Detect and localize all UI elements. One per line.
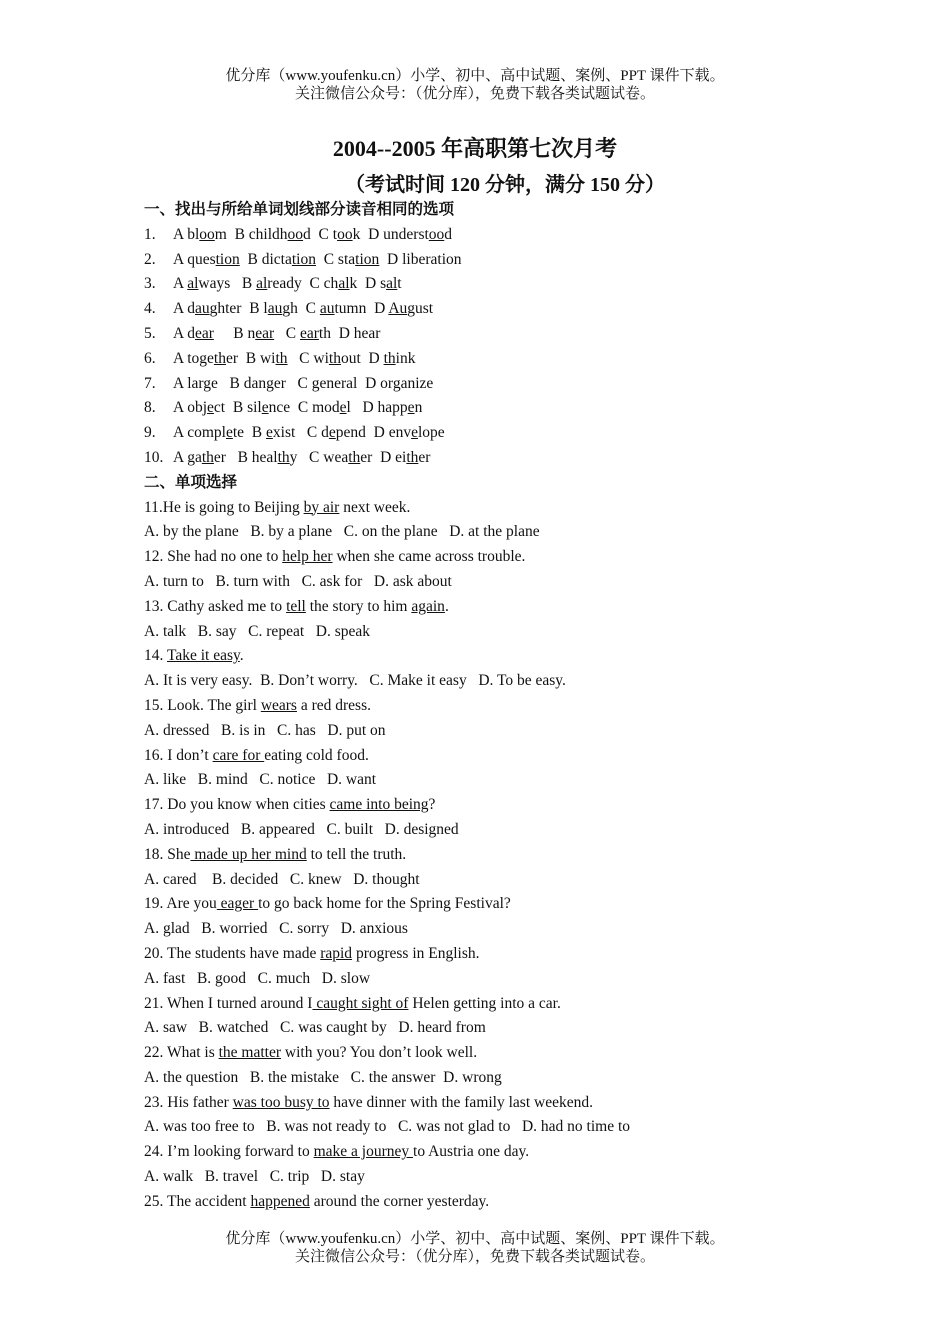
question-item xyxy=(144,248,844,273)
question-line xyxy=(144,620,844,645)
text-segment: 18. She xyxy=(144,845,191,863)
text-segment: pend D env xyxy=(335,424,412,442)
question-line xyxy=(144,868,844,893)
text-segment: A. cared B. decided C. knew D. thought xyxy=(144,870,420,888)
question-number: 8. xyxy=(144,399,156,417)
underlined-text: the matter xyxy=(218,1044,282,1062)
text-segment: A. the question B. the mistake C. the answer D. wrong xyxy=(144,1068,502,1086)
underlined-text: Take it easy xyxy=(166,647,240,665)
question-item xyxy=(144,297,844,322)
question-item xyxy=(144,421,844,446)
text-segment: . xyxy=(444,597,449,615)
question-line xyxy=(144,992,844,1017)
text-segment: A toge xyxy=(173,349,214,367)
text-segment: er B wi xyxy=(225,349,276,367)
text-segment: y C wea xyxy=(289,448,349,466)
text-segment: A. It is very easy. B. Don’t worry. C. Make it easy D. To be easy. xyxy=(144,672,566,690)
question-number: 6. xyxy=(144,349,156,367)
text-segment: 19. Are you xyxy=(144,895,217,913)
question-line xyxy=(144,1165,844,1190)
question-line xyxy=(144,570,844,595)
text-segment: with you? You don’t look well. xyxy=(281,1044,478,1062)
question-line xyxy=(144,917,844,942)
question-item xyxy=(144,396,844,421)
question-item xyxy=(144,347,844,372)
underlined-text: e xyxy=(407,399,415,417)
underlined-text: th xyxy=(275,349,288,367)
underlined-text: tell xyxy=(286,597,306,615)
text-segment: nce C mod xyxy=(268,399,340,417)
text-segment: 11.He is going to Beijing xyxy=(144,498,304,516)
question-line xyxy=(144,818,844,843)
text-segment: n xyxy=(414,399,423,417)
text-segment: B dicta xyxy=(239,250,292,268)
question-line xyxy=(144,669,844,694)
text-segment: B n xyxy=(213,324,256,342)
text-segment: Helen getting into a car. xyxy=(408,994,561,1012)
question-line xyxy=(144,694,844,719)
question-line xyxy=(144,967,844,992)
text-segment: the story to him xyxy=(305,597,412,615)
text-segment: gh C xyxy=(282,300,320,318)
text-segment: d xyxy=(444,225,453,243)
text-segment: C wi xyxy=(287,349,329,367)
question-line xyxy=(144,843,844,868)
underlined-text: al xyxy=(187,275,199,293)
text-segment: A. dressed B. is in C. has D. put on xyxy=(144,721,386,739)
underlined-text: eager xyxy=(216,895,259,913)
underlined-text: rapid xyxy=(320,944,353,962)
underlined-text: care for xyxy=(212,746,265,764)
text-segment: 15. Look. The girl xyxy=(144,696,261,714)
text-segment: 14. xyxy=(144,647,167,665)
text-segment: 20. The students have made xyxy=(144,944,321,962)
text-segment: 25. The accident xyxy=(144,1192,251,1210)
header-line-1: 优分库（www.youfenku.cn）小学、初中、高中试题、案例、PPT 课件下载。 xyxy=(225,68,725,84)
text-segment: er B heal xyxy=(213,448,278,466)
underlined-text: ear xyxy=(194,324,214,342)
underlined-text: tion xyxy=(355,250,380,268)
text-segment: ct B sil xyxy=(213,399,262,417)
question-line xyxy=(144,496,844,521)
underlined-text: au xyxy=(194,300,210,318)
underlined-text: au xyxy=(267,300,283,318)
text-segment: A ga xyxy=(173,448,202,466)
text-segment: 22. What is xyxy=(144,1044,219,1062)
question-line xyxy=(144,1190,844,1215)
question-number: 4. xyxy=(144,300,156,318)
question-line xyxy=(144,595,844,620)
section-1-heading: 一、找出与所给单词划线部分读音相同的选项 xyxy=(144,201,455,218)
text-segment: A. by the plane B. by a plane C. on the plane D. at the plane xyxy=(144,523,540,541)
question-number: 2. xyxy=(144,250,156,268)
question-item xyxy=(144,372,844,397)
question-line xyxy=(144,942,844,967)
section-1-items xyxy=(144,223,844,471)
question-line xyxy=(144,1066,844,1091)
text-segment: A ques xyxy=(173,250,216,268)
text-segment: ink xyxy=(395,349,416,367)
text-segment: t xyxy=(397,275,402,293)
question-line xyxy=(144,1140,844,1165)
underlined-text: e xyxy=(207,399,214,417)
text-segment: A d xyxy=(173,300,195,318)
underlined-text: again xyxy=(411,597,445,615)
question-line xyxy=(144,520,844,545)
text-segment: A. glad B. worried C. sorry D. anxious xyxy=(144,920,408,938)
text-segment: 21. When I turned around I xyxy=(144,994,313,1012)
text-segment: A large B danger C general D organize xyxy=(173,374,434,392)
underlined-text: e xyxy=(266,424,273,442)
text-segment: xist C d xyxy=(272,424,329,442)
underlined-text: th xyxy=(277,448,290,466)
text-segment: . xyxy=(239,647,244,665)
text-segment: out D xyxy=(340,349,384,367)
underlined-text: came into being xyxy=(329,796,429,814)
underlined-text: oo xyxy=(428,225,445,243)
underlined-text: oo xyxy=(287,225,304,243)
underlined-text: was too busy to xyxy=(232,1093,330,1111)
text-segment: 23. His father xyxy=(144,1093,233,1111)
text-segment: to tell the truth. xyxy=(306,845,407,863)
underlined-text: made up her mind xyxy=(190,845,307,863)
section-2-heading: 二、单项选择 xyxy=(144,473,238,491)
text-segment: next week. xyxy=(339,498,411,516)
question-number: 1. xyxy=(144,225,156,243)
text-segment: around the corner yesterday. xyxy=(309,1192,490,1210)
underlined-text: th xyxy=(406,448,419,466)
question-number: 3. xyxy=(144,275,156,293)
text-segment: k D s xyxy=(349,275,387,293)
text-segment: 16. I don’t xyxy=(144,746,213,764)
text-segment: to go back home for the Spring Festival? xyxy=(258,895,511,913)
question-item xyxy=(144,223,844,248)
question-item xyxy=(144,322,844,347)
question-line xyxy=(144,744,844,769)
page-title: 2004--2005 年高职第七次月考 xyxy=(332,136,618,161)
text-segment: th D hear xyxy=(318,324,381,342)
underlined-text: th xyxy=(348,448,361,466)
underlined-text: help her xyxy=(282,548,333,566)
text-segment: er xyxy=(418,448,431,466)
underlined-text: make a journey xyxy=(313,1143,414,1161)
text-segment: eating cold food. xyxy=(264,746,369,764)
underlined-text: tion xyxy=(291,250,316,268)
text-segment: A. fast B. good C. much D. slow xyxy=(144,969,371,987)
question-line xyxy=(144,719,844,744)
underlined-text: ear xyxy=(255,324,275,342)
header-line-2: 关注微信公众号：（优分库），免费下载各类试题试卷。 xyxy=(294,86,655,102)
text-segment: A. turn to B. turn with C. ask for D. ask about xyxy=(144,572,452,590)
text-segment: A. talk B. say C. repeat D. speak xyxy=(144,622,370,640)
question-line xyxy=(144,644,844,669)
text-segment: 24. I’m looking forward to xyxy=(144,1143,314,1161)
question-item xyxy=(144,272,844,297)
question-line xyxy=(144,1115,844,1140)
exam-content xyxy=(144,198,844,1215)
text-segment: A obj xyxy=(173,399,208,417)
text-segment: ready C ch xyxy=(267,275,339,293)
question-line xyxy=(144,545,844,570)
text-segment: a red dress. xyxy=(296,696,371,714)
text-segment: A. walk B. travel C. trip D. stay xyxy=(144,1168,365,1186)
underlined-text: happened xyxy=(250,1192,310,1210)
question-number: 9. xyxy=(144,424,156,442)
question-line xyxy=(144,892,844,917)
text-segment: A. like B. mind C. notice D. want xyxy=(144,771,377,789)
text-segment: have dinner with the family last weekend. xyxy=(329,1093,593,1111)
underlined-text: by air xyxy=(303,498,340,516)
text-segment: A. saw B. watched C. was caught by D. heard from xyxy=(144,1019,486,1037)
question-line xyxy=(144,1016,844,1041)
question-item xyxy=(144,446,844,471)
underlined-text: ear xyxy=(300,324,319,342)
text-segment: er D ei xyxy=(360,448,407,466)
underlined-text: th xyxy=(213,349,226,367)
underlined-text: th xyxy=(201,448,214,466)
underlined-text: e xyxy=(328,424,336,442)
underlined-text: au xyxy=(319,300,335,318)
underlined-text: th xyxy=(383,349,396,367)
text-segment: 12. She had no one to xyxy=(144,548,283,566)
text-segment: C sta xyxy=(315,250,356,268)
underlined-text: al xyxy=(338,275,350,293)
text-segment: 17. Do you know when cities xyxy=(144,796,330,814)
text-segment: A bl xyxy=(173,225,200,243)
section-2-items xyxy=(144,496,844,1215)
text-segment: l D happ xyxy=(346,399,408,417)
underlined-text: al xyxy=(386,275,398,293)
text-segment: D liberation xyxy=(379,250,462,268)
text-segment: ghter B l xyxy=(209,300,268,318)
text-segment: 13. Cathy asked me to xyxy=(144,597,287,615)
text-segment: k D underst xyxy=(352,225,429,243)
page-subtitle: （考试时间 120 分钟，满分 150 分） xyxy=(345,174,665,196)
underlined-text: e xyxy=(411,424,418,442)
text-segment: to Austria one day. xyxy=(413,1143,530,1161)
question-line xyxy=(144,768,844,793)
text-segment: A. was too free to B. was not ready to C. was not glad to D. had no time to xyxy=(144,1118,631,1136)
underlined-text: th xyxy=(328,349,341,367)
text-segment: te B xyxy=(232,424,267,442)
question-line xyxy=(144,793,844,818)
text-segment: A compl xyxy=(173,424,226,442)
text-segment: when she came across trouble. xyxy=(332,548,526,566)
text-segment: lope xyxy=(418,424,445,442)
text-segment: A xyxy=(173,275,188,293)
text-segment: ways B xyxy=(198,275,257,293)
text-segment: gust xyxy=(407,300,434,318)
footer-line-2: 关注微信公众号：（优分库），免费下载各类试题试卷。 xyxy=(294,1249,655,1265)
underlined-text: oo xyxy=(199,225,215,243)
question-number: 10. xyxy=(144,448,164,466)
underlined-text: e xyxy=(225,424,233,442)
question-line xyxy=(144,1091,844,1116)
text-segment: progress in English. xyxy=(352,944,480,962)
question-number: 7. xyxy=(144,374,156,392)
underlined-text: e xyxy=(261,399,269,417)
text-segment: C xyxy=(274,324,300,342)
underlined-text: caught sight of xyxy=(312,994,409,1012)
text-segment: d C t xyxy=(303,225,338,243)
question-number: 5. xyxy=(144,324,156,342)
text-segment: m B childh xyxy=(214,225,288,243)
underlined-text: Au xyxy=(388,300,408,318)
underlined-text: oo xyxy=(337,225,353,243)
underlined-text: al xyxy=(256,275,268,293)
text-segment: ? xyxy=(428,796,436,814)
text-segment: tumn D xyxy=(334,300,389,318)
question-line xyxy=(144,1041,844,1066)
text-segment: A. introduced B. appeared C. built D. designed xyxy=(144,820,459,838)
text-segment: A d xyxy=(173,324,195,342)
footer-line-1: 优分库（www.youfenku.cn）小学、初中、高中试题、案例、PPT 课件下载。 xyxy=(225,1231,725,1247)
underlined-text: wears xyxy=(260,696,297,714)
underlined-text: tion xyxy=(215,250,240,268)
underlined-text: e xyxy=(339,399,347,417)
